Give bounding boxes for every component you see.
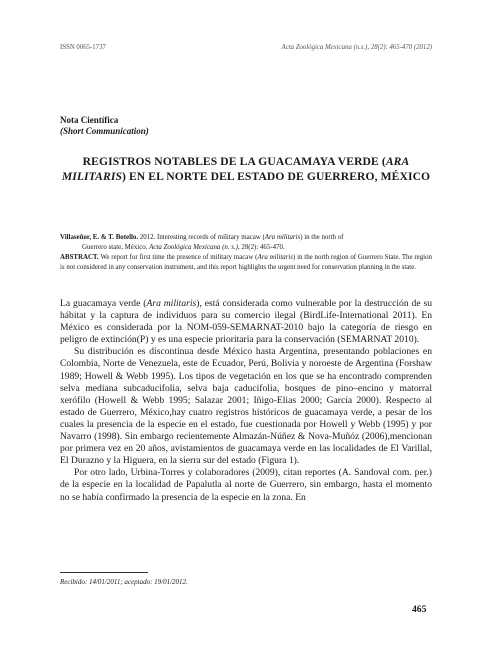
- title-species: ARA MILITARIS: [61, 155, 410, 183]
- citation: Villaseñor, E. & T. Botello. 2012. Interesting records of military macaw (Ara militaris) in the north of Guerrero state, México. Acta Zoológica Mexicana (n. s.), 28(2): 465-470.: [60, 234, 344, 251]
- issn: ISSN 0065-1737: [60, 44, 106, 51]
- paragraph-3: Por otro lado, Urbina-Torres y colaboradores (2009), citan reportes (A. Sandoval com. per.) de la especie en la localidad de Papalutla al norte de Guerrero, sin embargo, hasta el momento no se había confirmado la presencia de la especie en la zona. En: [60, 467, 432, 503]
- paragraph-2: Su distribución es discontinua desde México hasta Argentina, presentando poblaciones en Colombia, Norte de Venezuela, este de Ecuador, Perú, Bolivia y noroeste de Argentina (Forshaw 1989; Howell & Webb 1995). Los tipos de vegetación en los que se ha encontrado comprenden selva mediana subcaducifolia, selva baja caducifolia, bosques de pino–encino y matorral xerófilo (Howell & Webb 1995; Salazar 2001; Iñigo-Elias 2000; García 2000). Respecto al estado de Guerrero, México,hay cuatro registros históricos de guacamaya verde, a pesar de los cuales la presencia de la especie en el estado, fue cuestionada por Howell y Webb (1995) y por Navarro (1998). Sin embargo recientemente Almazán-Núñez & Nova-Muñóz (2006),mencionan por primera vez en 20 años, avistamientos de guacamaya verde en las localidades de El Varillal, El Durazno y la Higuera, en la sierra sur del estado (Figura 1).: [60, 346, 432, 467]
- received-dates: Recibido: 14/01/2011; aceptado: 19/01/2012.: [60, 578, 188, 586]
- note-type-en: (Short Communication): [60, 126, 149, 136]
- citation-authors: Villaseñor, E. & T. Botello.: [60, 234, 139, 241]
- footnote-rule: [60, 572, 148, 573]
- page-number: 465: [412, 604, 427, 615]
- abstract: ABSTRACT. We report for first time the presence of military macaw (Ara militaris) in the north region of Guerrero State. The region is not considered in any conservation instrument, and this report highlights the urgent need for conservation planning in the state.: [60, 254, 432, 271]
- article-title: REGISTROS NOTABLES DE LA GUACAMAYA VERDE (ARA MILITARIS) EN EL NORTE DEL ESTADO DE GUERRERO, MÉXICO: [61, 155, 431, 183]
- note-type-es: Nota Científica: [60, 115, 119, 125]
- running-header: [60, 44, 432, 51]
- paragraph-1: La guacamaya verde (Ara militaris), está considerada como vulnerable por la destrucción de su hábitat y la captura de individuos para su comercio ilegal (BirdLife-International 2011). En México es considerada por la NOM-059-SEMARNAT-2010 bajo la categoría de riesgo en peligro de extinción(P) y es una especie prioritaria para la conservación (SEMARNAT 2010).: [60, 298, 432, 346]
- body-text: [60, 298, 432, 504]
- citation-journal: Acta Zoológica Mexicana (n. s.),: [149, 244, 240, 251]
- journal-citation: Acta Zoológica Mexicana (n.s.), 28(2): 465-470 (2012): [281, 44, 432, 51]
- abstract-label: ABSTRACT.: [60, 254, 99, 261]
